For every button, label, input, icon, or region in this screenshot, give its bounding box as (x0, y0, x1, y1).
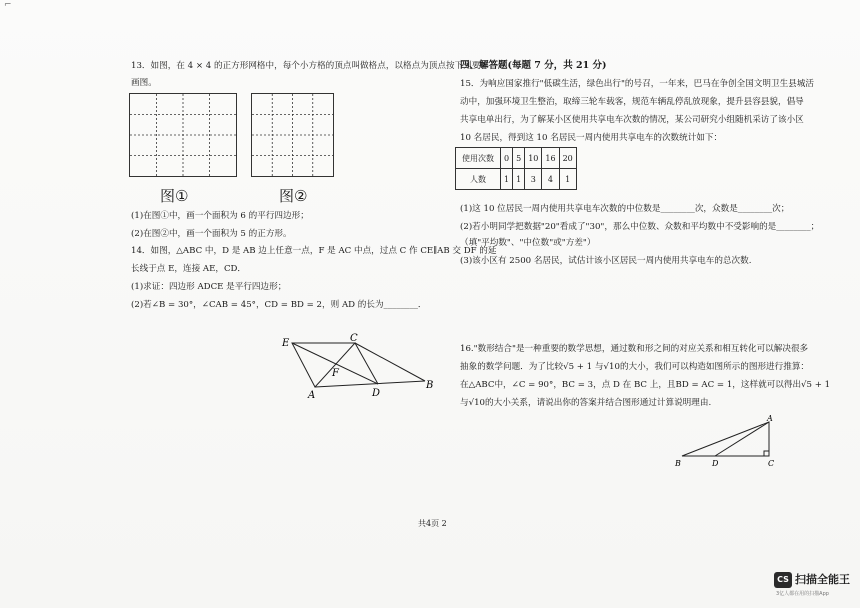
q15-table (455, 147, 577, 190)
label-b: B (426, 380, 434, 391)
q15-line1: 15．为响应国家推行"低碳生活，绿色出行"的号召，一年来，巴马在争创全国文明卫生县城活 (460, 79, 814, 89)
q14-line2: 长线于点 E，连接 AE，CD． (131, 264, 247, 274)
watermark-subtitle: 3亿人都在用的扫描App (776, 591, 829, 597)
fig2-label: 图② (279, 187, 308, 205)
q13-part1: (1)在图①中，画一个面积为 6 的平行四边形； (131, 211, 309, 221)
table-cell: 5 (513, 148, 525, 169)
table-cell: 3 (525, 169, 542, 190)
label-c: C (350, 333, 358, 344)
table-cell: 人数 (456, 169, 501, 190)
fig1-label: 图① (160, 187, 189, 205)
right-angle-mark (764, 451, 769, 456)
q16-line4: 与√10的大小关系，请说出你的答案并结合图形通过计算说明理由. (460, 398, 712, 408)
q13-line2: 画图。 (131, 78, 157, 88)
q15-part1: (1)这 10 位居民一周内使用共享电车次数的中位数是________次，众数是________次； (460, 204, 790, 214)
q14-part1: (1)求证：四边形 ADCE 是平行四边形； (131, 282, 287, 292)
label-d: D (712, 459, 719, 468)
camscanner-icon: CS (774, 572, 792, 588)
q15-part2: (2)若小明同学把数据"20"看成了"30"，那么中位数、众数和平均数中不受影响的是________； (460, 222, 820, 232)
q15-part3: (3)该小区有 2500 名居民，试估计该小区居民一周内使用共享电车的总次数. (460, 256, 752, 266)
segment-ad (715, 422, 769, 456)
section4-title: 四、解答题(每题 7 分，共 21 分) (460, 60, 607, 71)
label-d: D (372, 388, 381, 399)
label-a: A (308, 390, 316, 400)
q14-figure (280, 332, 440, 400)
corner-mark: ⌐ (4, 0, 12, 10)
grid-lines-2 (252, 94, 333, 176)
segment-ab (315, 381, 425, 387)
label-b: B (675, 459, 681, 468)
table-cell: 使用次数 (456, 148, 501, 169)
label-e: E (282, 338, 290, 349)
scanner-watermark (774, 570, 854, 600)
table-cell: 16 (542, 148, 559, 169)
label-a: A (767, 414, 773, 423)
q16-line2: 抽象的数学问题．为了比较√5 + 1 与√10的大小，我们可以构造如图所示的图形进行推算： (460, 362, 810, 372)
table-cell: 20 (559, 148, 576, 169)
label-f: F (332, 368, 339, 379)
q16-line1: 16."数形结合"是一种重要的数学思想，通过数和形之间的对应关系和相互转化可以解决很多 (460, 344, 809, 354)
triangle-abc (682, 422, 769, 456)
q16-figure (674, 414, 784, 470)
q13-part2: (2)在图②中，画一个面积为 5 的正方形。 (131, 229, 292, 239)
watermark-title: 扫描全能王 (795, 573, 850, 586)
q15-line4: 10 名居民，得到这 10 名居民一周内使用共享电车的次数统计如下： (460, 133, 723, 143)
table-cell: 10 (525, 148, 542, 169)
table-cell: 1 (501, 169, 513, 190)
q16-line3: 在△ABC中，∠C = 90°，BC = 3，点 D 在 BC 上，且BD = AC = 1，这样就可以得出√5 + 1 (460, 380, 831, 390)
q15-line3: 共享电单出行，为了解某小区使用共享电车次数的情况，某公司研究小组随机采访了该小区 (460, 115, 804, 125)
table-row (456, 148, 577, 169)
table-cell: 4 (542, 169, 559, 190)
q14-part2: (2)若∠B = 30°，∠CAB = 45°，CD = BD = 2，则 AD 的长为________． (131, 300, 427, 310)
label-c: C (768, 459, 775, 468)
triangle-eca (292, 343, 355, 387)
grid-figure-1 (129, 93, 237, 177)
page-footer: 共4页 2 (418, 519, 447, 528)
q15-part2b: （填"平均数"、"中位数"或"方差"） (460, 238, 596, 248)
table-cell: 1 (559, 169, 576, 190)
q15-line2: 动中，加强环境卫生整治，取缔三轮车载客，规范车辆乱停乱放现象，提升县容县貌，倡导 (460, 97, 804, 107)
table-cell: 1 (513, 169, 525, 190)
q13-line1: 13．如图，在 4 × 4 的正方形网格中，每个小方格的顶点叫做格点，以格点为顶点按下列要求 (131, 61, 489, 71)
grid-figure-2 (251, 93, 334, 177)
q14-line1: 14．如图，△ABC 中，D 是 AB 边上任意一点，F 是 AC 中点，过点 C 作 CE∥AB 交 DF 的延 (131, 246, 497, 256)
table-cell: 0 (501, 148, 513, 169)
grid-lines-1 (130, 94, 236, 176)
table-row (456, 169, 577, 190)
